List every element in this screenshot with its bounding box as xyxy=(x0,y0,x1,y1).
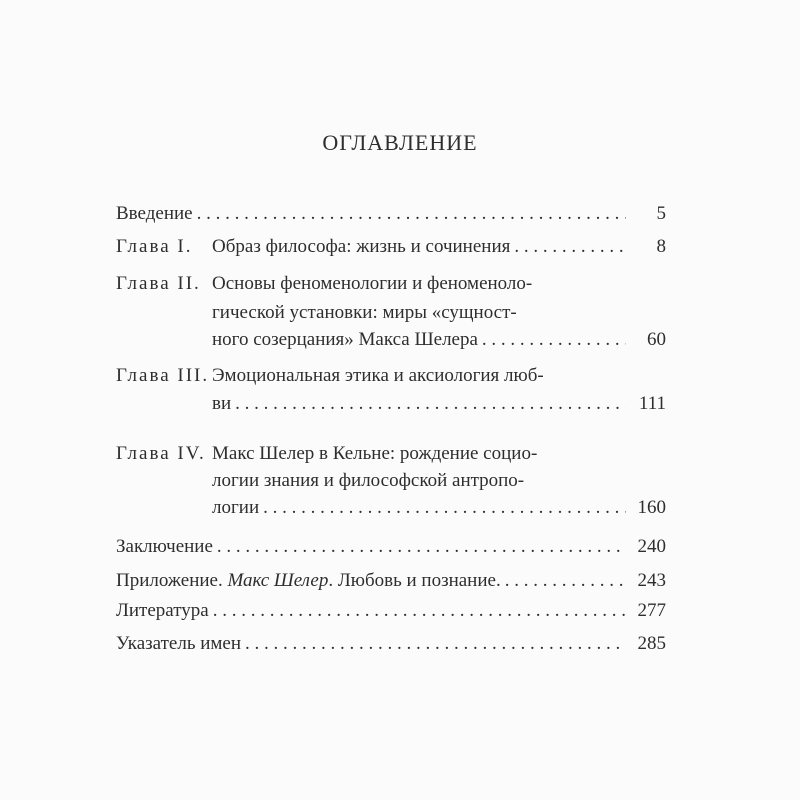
chapter-label: Глава III. xyxy=(116,365,210,386)
entry-text-part: . Любовь и познание. xyxy=(328,570,501,591)
dot-leader xyxy=(482,329,626,351)
toc-entry-chapter-4-line-2 xyxy=(212,470,666,496)
page-number: 111 xyxy=(638,393,666,414)
toc-entry-chapter-2-line-2 xyxy=(212,302,666,328)
toc-entry-literature[interactable] xyxy=(116,600,666,626)
dot-leader xyxy=(263,497,626,519)
page-number: 5 xyxy=(656,203,666,224)
entry-text: Введение xyxy=(116,203,193,224)
chapter-label: Глава I. xyxy=(116,236,193,257)
entry-text xyxy=(116,570,501,592)
entry-text-part: Приложение. xyxy=(116,570,228,591)
entry-text: логии xyxy=(212,497,260,518)
dot-leader xyxy=(235,393,626,415)
entry-text: ного созерцания» Макса Шелера xyxy=(212,329,478,350)
toc-entry-name-index[interactable] xyxy=(116,633,666,659)
page-number: 243 xyxy=(637,570,666,591)
entry-text: Литература xyxy=(116,600,209,621)
chapter-label: Глава II. xyxy=(116,273,201,294)
entry-text: Макс Шелер в Кельне: рождение социо- xyxy=(212,443,538,464)
dot-leader xyxy=(514,236,626,258)
toc-entry-chapter-3[interactable] xyxy=(116,365,666,391)
toc-entry-appendix[interactable] xyxy=(116,570,666,596)
page-number: 285 xyxy=(637,633,666,654)
author-name: Макс Шелер xyxy=(227,570,329,591)
page-number: 60 xyxy=(647,329,666,350)
dot-leader xyxy=(213,600,626,622)
page-number: 277 xyxy=(637,600,666,621)
page-number: 160 xyxy=(637,497,666,518)
entry-text: гической установки: миры «сущност- xyxy=(212,302,517,323)
dot-leader xyxy=(217,536,626,558)
chapter-label: Глава IV. xyxy=(116,443,206,464)
page-title: ОГЛАВЛЕНИЕ xyxy=(322,130,478,155)
toc-entry-chapter-2-line-3 xyxy=(212,329,666,355)
toc-entry-chapter-2[interactable] xyxy=(116,273,666,299)
entry-text: Образ философа: жизнь и сочинения xyxy=(212,236,511,257)
dot-leader xyxy=(245,633,626,655)
entry-text: Эмоциональная этика и аксиология люб- xyxy=(212,365,544,386)
toc-entry-chapter-4-line-3 xyxy=(212,497,666,523)
toc-entry-chapter-3-line-2 xyxy=(212,393,666,419)
toc-entry-chapter-1[interactable] xyxy=(116,236,666,262)
toc-entry-conclusion[interactable] xyxy=(116,536,666,562)
entry-text: Основы феноменологии и феноменоло- xyxy=(212,273,533,294)
toc-entry-chapter-4[interactable] xyxy=(116,443,666,469)
entry-text: Указатель имен xyxy=(116,633,242,654)
page-number: 240 xyxy=(637,536,666,557)
page-number: 8 xyxy=(656,236,666,257)
dot-leader xyxy=(197,203,626,225)
entry-text: ви xyxy=(212,393,232,414)
entry-text: логии знания и философской антропо- xyxy=(212,470,525,491)
toc-entry-introduction[interactable] xyxy=(116,203,666,229)
entry-text: Заключение xyxy=(116,536,213,557)
dot-leader xyxy=(505,570,626,592)
